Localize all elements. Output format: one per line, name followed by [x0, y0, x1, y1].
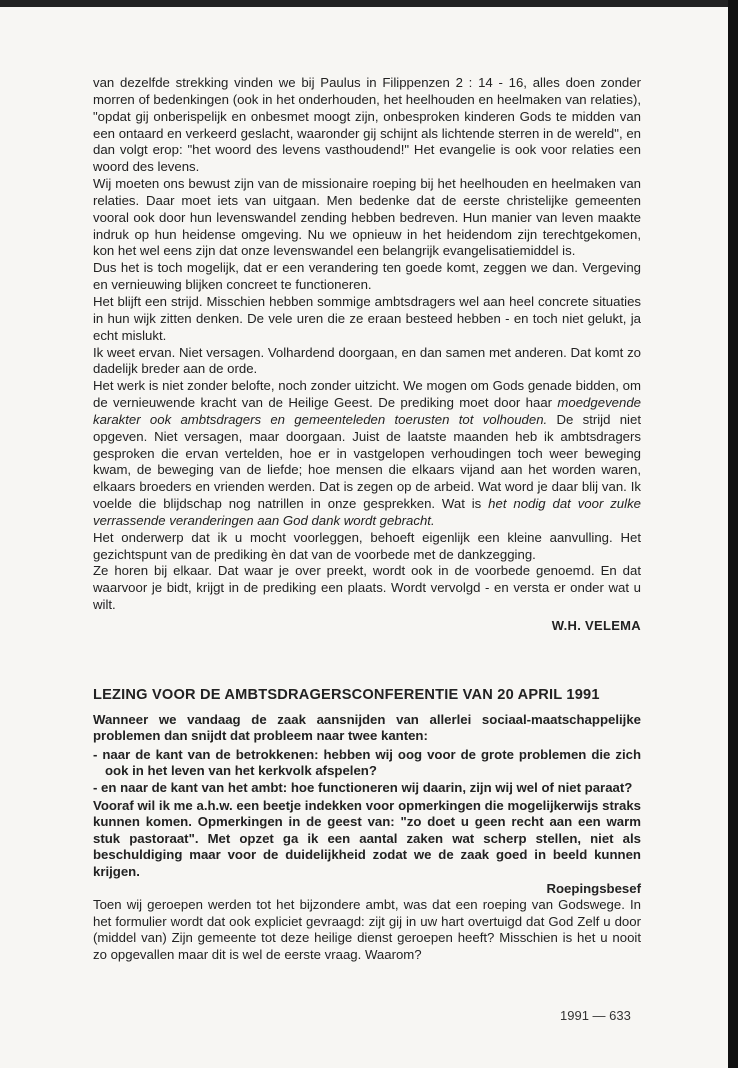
list-item: - en naar de kant van het ambt: hoe functioneren wij daarin, zijn wij wel of niet paraat?	[93, 779, 633, 795]
paragraph: van dezelfde strekking vinden we bij Paulus in Filippenzen 2 : 14 - 16, alles doen zonder morren of bedenkingen (ook in het onderhouden, het heelhouden en heelmaken van relaties), "opdat gij onberispelijk en onbesmet moogt zijn, onbesproken kinderen Gods te midden van een ontaard en verkeerd geslacht, waaronder gij schijnt als lichtende sterren in de wereld", en dan volgt erop: "het woord des levens vasthoudend!" Het evangelie is ook voor relaties een woord des levens.	[93, 75, 641, 175]
paragraph: Ik weet ervan. Niet versagen. Volhardend doorgaan, en dan samen met anderen. Dat komt zo dadelijk breder aan de orde.	[93, 344, 641, 377]
paragraph: Het blijft een strijd. Misschien hebben sommige ambtsdragers wel aan heel concrete situaties in hun wijk zitten denken. De vele uren die ze eraan besteed hebben - en toch niet gelukt, ja echt mislukt.	[93, 293, 641, 343]
page	[0, 7, 728, 1068]
list-item: - naar de kant van de betrokkenen: hebben wij oog voor de grote problemen die zich ook in het leven van het kerkvolk afspelen?	[93, 746, 641, 779]
text-run: De strijd niet opgeven. Niet versagen, maar doorgaan. Juist de laatste maanden heb ik ambtsdragers gesproken die ervan vertelden, hoe er in vastgelopen verhoudingen toch weer beweging kwam, de beweging van de liefde; hoe mensen die elkaars vijand aan het worden waren, elkaars broeders en vrienden werden. Dat is zegen op de arbeid. Wat word je daar blij van. Ik voelde die blijdschap nog natrillen in onze gesprekken. Wat is	[93, 411, 641, 512]
paragraph: Ze horen bij elkaar. Dat waar je over preekt, wordt ook in de voorbede genoemd. En dat waarvoor je bidt, krijgt in de prediking een plaats. Wordt vervolgd - en versta er onder wat u wilt.	[93, 563, 641, 613]
paragraph	[93, 378, 641, 530]
bullet-list	[93, 747, 641, 796]
closing-paragraph: Toen wij geroepen werden tot het bijzondere ambt, was dat een roeping van Godswege. In het formulier wordt dat ook expliciet gevraagd: zijt gij in uw hart overtuigd dat God Zelf u door (middel van) Zijn gemeente tot deze heilige dienst geroepen heeft? Misschien is het u nooit zo opgevallen maar dit is wel de eerste vraag. Waarom?	[93, 897, 641, 962]
italic-run: het nodig dat voor zulke verrassende veranderingen aan God dank wordt gebracht.	[93, 496, 641, 528]
paragraph: Wij moeten ons bewust zijn van de missionaire roeping bij het heelhouden en heelmaken van relaties. Daar moet iets van uitgaan. Men bedenke dat de eerste christelijke gemeenten vooral ook door hun levenswandel zending hebben bedreven. Hun manier van leven maakte indruk op hun heidense omgeving. Nu we opnieuw in het heidendom zijn terechtgekomen, kon het wel eens zijn dat onze levenswandel een belangrijk evangelisatiemiddel is.	[93, 176, 641, 259]
author-signature: W.H. VELEMA	[551, 618, 641, 633]
text-run: Het werk is niet zonder belofte, noch zonder uitzicht. We mogen om Gods genade bidden, om de vernieuwende kracht van de Heilige Geest. De prediking moet door haar	[93, 378, 641, 411]
paragraph: Het onderwerp dat ik u mocht voorleggen, behoeft eigenlijk een kleine aanvulling. Het gezichtspunt van de prediking èn dat van de voorbede met de dankzegging.	[93, 529, 641, 562]
italic-run: moedgevende karakter ook ambtsdragers en gemeenteleden toerusten tot volhouden.	[93, 395, 641, 427]
intro-paragraph: Wanneer we vandaag de zaak aansnijden van allerlei sociaal-maatschappelijke problemen dan snijdt dat probleem naar twee kanten:	[93, 712, 641, 744]
article-body	[93, 75, 641, 614]
section-title: LEZING VOOR DE AMBTSDRAGERSCONFERENTIE VAN 20 APRIL 1991	[93, 687, 600, 703]
content-column	[93, 75, 641, 963]
page-number: 1991 — 633	[560, 1008, 631, 1023]
scan-edge-top	[0, 0, 738, 7]
scan-edge-right	[728, 0, 738, 1068]
vooraf-paragraph: Vooraf wil ik me a.h.w. een beetje indekken voor opmerkingen die mogelijkerwijs straks kunnen komen. Opmerkingen in de geest van: "zo doet u geen recht aan een warm stuk pastoraat". Met opzet ga ik een aantal zaken wat scherp stellen, niet als beschuldiging maar voor de duidelijkheid zodat we de zaak goed in beeld kunnen krijgen.	[93, 798, 641, 879]
paragraph: Dus het is toch mogelijk, dat er een verandering ten goede komt, zeggen we dan. Vergeving en vernieuwing blijken concreet te functioneren.	[93, 260, 641, 293]
subheading: Roepingsbesef	[546, 881, 641, 897]
